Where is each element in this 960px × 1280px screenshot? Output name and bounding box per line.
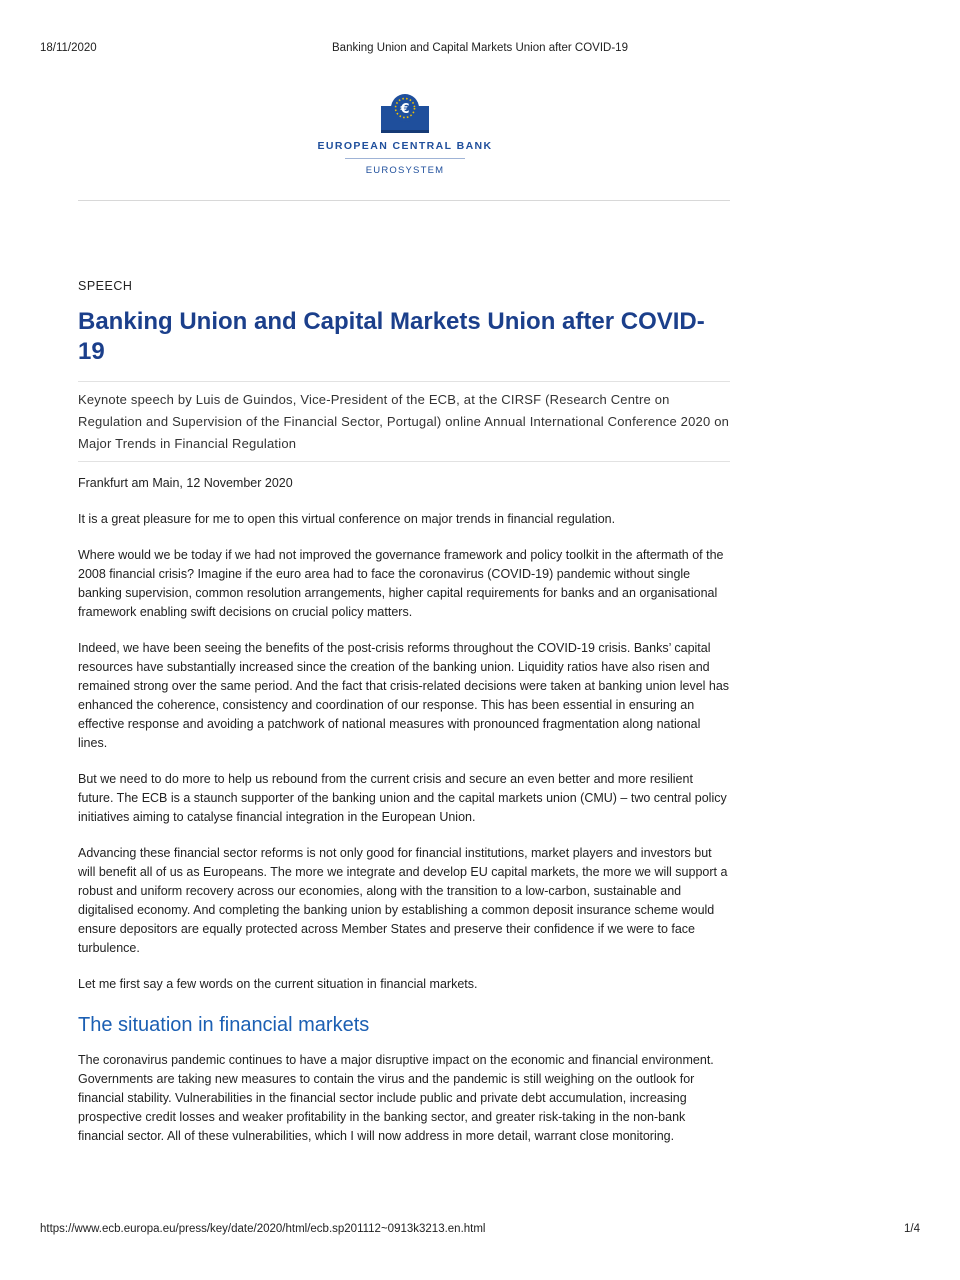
paragraph: Where would we be today if we had not improved the governance framework and policy toolkit in the aftermath of the 2008 financial crisis? Imagine if the euro area had to face the coronavirus (COVID-19) pandemic without single banking supervision, common resolution arrangements, higher capital requirements for banks and an organisational framework enabling swift decisions on crucial policy matters. <box>78 548 724 619</box>
article-title: Banking Union and Capital Markets Union after COVID-19 <box>78 308 705 365</box>
ecb-emblem-icon <box>379 92 431 134</box>
print-header <box>40 42 920 58</box>
logo-eurosystem: EUROSYSTEM <box>365 165 445 176</box>
article-dateline: Frankfurt am Main, 12 November 2020 <box>78 476 293 490</box>
print-page-title: Banking Union and Capital Markets Union after COVID-19 <box>332 42 628 54</box>
paragraph: It is a great pleasure for me to open this virtual conference on major trends in financial regulation. <box>78 512 616 526</box>
header-divider <box>78 200 730 201</box>
article-subtitle: Keynote speech by Luis de Guindos, Vice-President of the ECB, at the CIRSF (Research Centre on Regulation and Supervision of the Financial Sector, Portugal) online Annual International Conference 2020 on Major Trends in Financial Regulation <box>78 392 730 451</box>
paragraph: Advancing these financial sector reforms is not only good for financial institutions, market players and investors but will benefit all of us as Europeans. The more we integrate and develop EU capital markets, the more we will support a robust and uniform recovery across our economies, along with the transition to a low-carbon, sustainable and digitalised economy. And completing the banking union by establishing a common deposit insurance scheme would ensure depositors are equally protected across Member States and preserve their confidence if we were to face turbulence. <box>78 846 728 955</box>
paragraph: Let me first say a few words on the current situation in financial markets. <box>78 977 478 991</box>
logo-divider <box>345 158 465 159</box>
article <box>78 200 730 1146</box>
logo-bank-name: EUROPEAN CENTRAL BANK <box>317 140 493 152</box>
print-url[interactable]: https://www.ecb.europa.eu/press/key/date/2020/html/ecb.sp201112~0913k3213.en.html <box>40 1223 486 1235</box>
paragraph: But we need to do more to help us rebound from the current crisis and secure an even better and more resilient future. The ECB is a staunch supporter of the banking union and the capital markets union (CMU) – two central policy initiatives aiming to catalyse financial integration in the European Union. <box>78 772 727 824</box>
article-subtitle-block <box>78 381 730 462</box>
print-footer <box>40 1223 920 1239</box>
article-category: SPEECH <box>78 279 133 293</box>
ecb-logo[interactable] <box>300 92 510 176</box>
paragraph: The coronavirus pandemic continues to have a major disruptive impact on the economic and financial environment. Governments are taking new measures to contain the virus and the pandemic is still weighing on the outlook for financial stability. Vulnerabilities in the financial sector include public and private debt accumulation, increasing prospective credit losses and weaker profitability in the banking sector, and greater risk-taking in the non-bank financial sector. All of these vulnerabilities, which I will now address in more detail, warrant close monitoring. <box>78 1053 714 1143</box>
euro-symbol: € <box>400 102 410 117</box>
paragraph: Indeed, we have been seeing the benefits of the post-crisis reforms throughout the COVID-19 crisis. Banks’ capital resources have substantially increased since the creation of the banking union. Liquidity ratios have also risen and remained strong over the same period. And the fact that crisis-related decisions were taken at banking union level has enhanced the coherence, consistency and coordination of our response. This has been essential in ensuring an effective response and avoiding a patchwork of national measures with pronounced fragmentation along national lines. <box>78 641 730 750</box>
print-date: 18/11/2020 <box>40 42 97 54</box>
page-number: 1/4 <box>904 1223 920 1235</box>
section-heading: The situation in financial markets <box>78 1014 370 1036</box>
